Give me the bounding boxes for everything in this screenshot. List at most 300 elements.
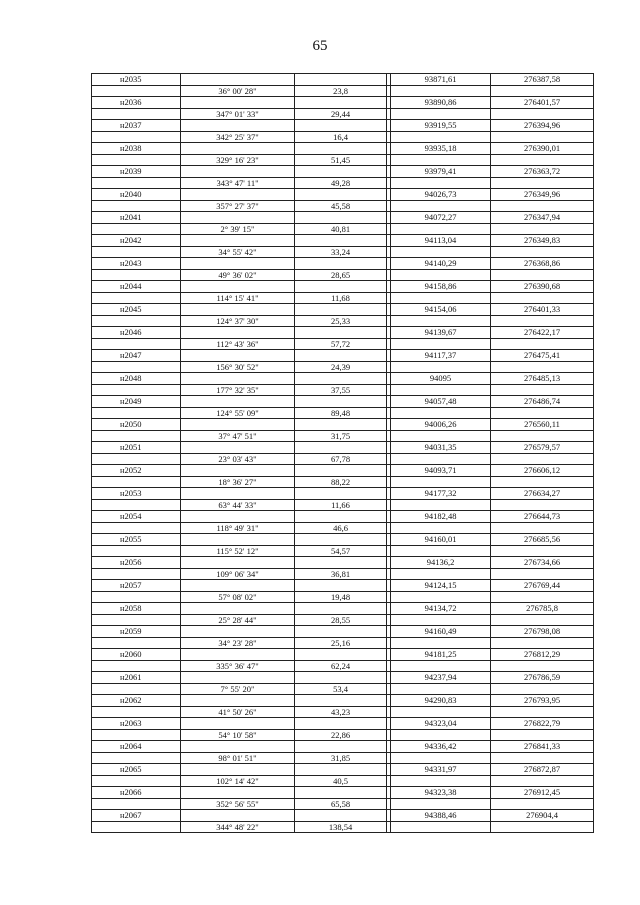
empty-cell	[181, 189, 295, 201]
point-x: 94182,48	[391, 511, 491, 523]
point-y: 276347,94	[491, 212, 594, 224]
segment-angle: 102° 14' 42"	[181, 775, 295, 787]
empty-cell	[391, 85, 491, 97]
segment-angle: 37° 47' 51"	[181, 430, 295, 442]
empty-cell	[491, 683, 594, 695]
empty-cell	[391, 200, 491, 212]
point-y: 276579,57	[491, 442, 594, 454]
empty-cell	[391, 430, 491, 442]
segment-length: 36,81	[295, 568, 387, 580]
segment-row	[92, 453, 594, 465]
point-row	[92, 511, 594, 523]
point-name: н2042	[92, 235, 181, 247]
point-row	[92, 143, 594, 155]
segment-angle: 2° 39' 15"	[181, 223, 295, 235]
segment-angle: 57° 08' 02"	[181, 591, 295, 603]
empty-cell	[391, 821, 491, 833]
segment-length: 25,33	[295, 315, 387, 327]
point-row	[92, 212, 594, 224]
segment-row	[92, 729, 594, 741]
point-x: 94117,37	[391, 350, 491, 362]
empty-cell	[491, 522, 594, 534]
segment-row	[92, 614, 594, 626]
empty-cell	[92, 246, 181, 258]
empty-cell	[491, 752, 594, 764]
empty-cell	[181, 281, 295, 293]
segment-angle: 36° 00' 28"	[181, 85, 295, 97]
segment-row	[92, 292, 594, 304]
empty-cell	[295, 143, 387, 155]
empty-cell	[295, 764, 387, 776]
point-y: 276822,79	[491, 718, 594, 730]
point-y: 276872,87	[491, 764, 594, 776]
point-row	[92, 695, 594, 707]
empty-cell	[92, 269, 181, 281]
empty-cell	[295, 97, 387, 109]
empty-cell	[391, 315, 491, 327]
point-x: 94095	[391, 373, 491, 385]
point-x: 94181,25	[391, 649, 491, 661]
empty-cell	[295, 419, 387, 431]
empty-cell	[181, 373, 295, 385]
empty-cell	[491, 568, 594, 580]
empty-cell	[181, 511, 295, 523]
empty-cell	[391, 752, 491, 764]
segment-length: 40,5	[295, 775, 387, 787]
segment-length: 62,24	[295, 660, 387, 672]
point-row	[92, 373, 594, 385]
segment-length: 23,8	[295, 85, 387, 97]
segment-angle: 156° 30' 52"	[181, 361, 295, 373]
empty-cell	[491, 361, 594, 373]
empty-cell	[391, 729, 491, 741]
segment-row	[92, 775, 594, 787]
empty-cell	[491, 591, 594, 603]
point-row	[92, 626, 594, 638]
empty-cell	[92, 361, 181, 373]
empty-cell	[491, 545, 594, 557]
empty-cell	[491, 200, 594, 212]
segment-length: 33,24	[295, 246, 387, 258]
empty-cell	[92, 522, 181, 534]
point-name: н2052	[92, 465, 181, 477]
point-row	[92, 557, 594, 569]
point-x: 94134,72	[391, 603, 491, 615]
empty-cell	[391, 384, 491, 396]
empty-cell	[295, 189, 387, 201]
empty-cell	[181, 235, 295, 247]
segment-length: 67,78	[295, 453, 387, 465]
point-row	[92, 603, 594, 615]
segment-angle: 118° 49' 31"	[181, 522, 295, 534]
point-name: н2041	[92, 212, 181, 224]
point-y: 276606,12	[491, 465, 594, 477]
point-y: 276485,13	[491, 373, 594, 385]
point-row	[92, 741, 594, 753]
empty-cell	[295, 120, 387, 132]
point-y: 276798,08	[491, 626, 594, 638]
point-x: 94290,83	[391, 695, 491, 707]
segment-angle: 124° 55' 09"	[181, 407, 295, 419]
segment-row	[92, 430, 594, 442]
segment-row	[92, 752, 594, 764]
segment-length: 51,45	[295, 154, 387, 166]
empty-cell	[491, 430, 594, 442]
empty-cell	[491, 292, 594, 304]
empty-cell	[295, 488, 387, 500]
empty-cell	[391, 338, 491, 350]
point-row	[92, 304, 594, 316]
empty-cell	[491, 154, 594, 166]
segment-angle: 177° 32' 35"	[181, 384, 295, 396]
empty-cell	[92, 177, 181, 189]
segment-row	[92, 200, 594, 212]
empty-cell	[295, 511, 387, 523]
segment-row	[92, 821, 594, 833]
empty-cell	[391, 775, 491, 787]
empty-cell	[295, 626, 387, 638]
empty-cell	[92, 292, 181, 304]
segment-angle: 335° 36' 47"	[181, 660, 295, 672]
point-name: н2061	[92, 672, 181, 684]
empty-cell	[92, 637, 181, 649]
point-row	[92, 235, 594, 247]
empty-cell	[181, 327, 295, 339]
point-row	[92, 189, 594, 201]
empty-cell	[92, 384, 181, 396]
empty-cell	[491, 384, 594, 396]
empty-cell	[92, 614, 181, 626]
segment-row	[92, 361, 594, 373]
segment-row	[92, 522, 594, 534]
point-x: 94160,01	[391, 534, 491, 546]
segment-angle: 114° 15' 41"	[181, 292, 295, 304]
point-x: 94331,97	[391, 764, 491, 776]
point-y: 276401,57	[491, 97, 594, 109]
segment-length: 46,6	[295, 522, 387, 534]
segment-length: 43,23	[295, 706, 387, 718]
segment-row	[92, 338, 594, 350]
segment-row	[92, 568, 594, 580]
point-row	[92, 327, 594, 339]
point-y: 276812,29	[491, 649, 594, 661]
point-name: н2038	[92, 143, 181, 155]
empty-cell	[295, 534, 387, 546]
segment-length: 19,48	[295, 591, 387, 603]
empty-cell	[491, 177, 594, 189]
segment-angle: 342° 25' 37"	[181, 131, 295, 143]
point-name: н2058	[92, 603, 181, 615]
empty-cell	[295, 465, 387, 477]
empty-cell	[92, 430, 181, 442]
empty-cell	[491, 223, 594, 235]
empty-cell	[391, 568, 491, 580]
segment-row	[92, 683, 594, 695]
segment-length: 138,54	[295, 821, 387, 833]
segment-length: 16,4	[295, 131, 387, 143]
point-x: 94072,27	[391, 212, 491, 224]
point-x: 94388,46	[391, 810, 491, 822]
point-y: 276368,86	[491, 258, 594, 270]
point-name: н2040	[92, 189, 181, 201]
empty-cell	[92, 499, 181, 511]
segment-length: 24,39	[295, 361, 387, 373]
segment-length: 45,58	[295, 200, 387, 212]
segment-angle: 18° 36' 27"	[181, 476, 295, 488]
point-x: 94323,38	[391, 787, 491, 799]
point-y: 276387,58	[491, 74, 594, 86]
point-row	[92, 258, 594, 270]
empty-cell	[491, 453, 594, 465]
segment-length: 37,55	[295, 384, 387, 396]
empty-cell	[181, 258, 295, 270]
point-x: 94158,86	[391, 281, 491, 293]
point-x: 94124,15	[391, 580, 491, 592]
segment-row	[92, 545, 594, 557]
empty-cell	[295, 304, 387, 316]
segment-length: 29,44	[295, 108, 387, 120]
point-x: 93919,55	[391, 120, 491, 132]
empty-cell	[181, 465, 295, 477]
empty-cell	[295, 235, 387, 247]
empty-cell	[391, 499, 491, 511]
empty-cell	[391, 453, 491, 465]
empty-cell	[92, 108, 181, 120]
empty-cell	[181, 74, 295, 86]
point-row	[92, 488, 594, 500]
segment-angle: 7° 55' 20"	[181, 683, 295, 695]
point-name: н2037	[92, 120, 181, 132]
segment-length: 65,58	[295, 798, 387, 810]
empty-cell	[295, 603, 387, 615]
segment-angle: 357° 27' 37"	[181, 200, 295, 212]
segment-row	[92, 246, 594, 258]
segment-angle: 115° 52' 12"	[181, 545, 295, 557]
empty-cell	[491, 246, 594, 258]
empty-cell	[92, 568, 181, 580]
segment-angle: 41° 50' 26"	[181, 706, 295, 718]
empty-cell	[491, 499, 594, 511]
point-y: 276685,56	[491, 534, 594, 546]
empty-cell	[181, 764, 295, 776]
empty-cell	[295, 350, 387, 362]
empty-cell	[391, 476, 491, 488]
empty-cell	[181, 603, 295, 615]
segment-row	[92, 591, 594, 603]
point-name: н2050	[92, 419, 181, 431]
segment-angle: 109° 06' 34"	[181, 568, 295, 580]
point-name: н2048	[92, 373, 181, 385]
point-row	[92, 787, 594, 799]
empty-cell	[391, 637, 491, 649]
point-name: н2054	[92, 511, 181, 523]
point-name: н2047	[92, 350, 181, 362]
segment-length: 89,48	[295, 407, 387, 419]
empty-cell	[295, 258, 387, 270]
empty-cell	[491, 706, 594, 718]
empty-cell	[295, 166, 387, 178]
segment-length: 28,65	[295, 269, 387, 281]
point-y: 276390,68	[491, 281, 594, 293]
segment-length: 57,72	[295, 338, 387, 350]
empty-cell	[391, 361, 491, 373]
point-row	[92, 718, 594, 730]
empty-cell	[391, 522, 491, 534]
point-y: 276785,8	[491, 603, 594, 615]
point-x: 94139,67	[391, 327, 491, 339]
segment-angle: 98° 01' 51"	[181, 752, 295, 764]
empty-cell	[92, 407, 181, 419]
segment-row	[92, 798, 594, 810]
point-row	[92, 442, 594, 454]
empty-cell	[181, 741, 295, 753]
page-number: 65	[312, 38, 328, 54]
point-y: 276560,11	[491, 419, 594, 431]
empty-cell	[181, 166, 295, 178]
point-y: 276912,45	[491, 787, 594, 799]
point-name: н2067	[92, 810, 181, 822]
point-y: 276349,96	[491, 189, 594, 201]
empty-cell	[92, 591, 181, 603]
segment-length: 49,28	[295, 177, 387, 189]
point-y: 276401,33	[491, 304, 594, 316]
coordinates-table-container	[91, 73, 593, 833]
point-row	[92, 764, 594, 776]
segment-row	[92, 499, 594, 511]
segment-row	[92, 706, 594, 718]
point-y: 276769,44	[491, 580, 594, 592]
point-x: 94237,94	[391, 672, 491, 684]
segment-angle: 329° 16' 23"	[181, 154, 295, 166]
empty-cell	[491, 660, 594, 672]
empty-cell	[391, 614, 491, 626]
segment-row	[92, 223, 594, 235]
point-row	[92, 97, 594, 109]
empty-cell	[391, 246, 491, 258]
point-row	[92, 281, 594, 293]
segment-length: 31,75	[295, 430, 387, 442]
empty-cell	[491, 131, 594, 143]
point-x: 93935,18	[391, 143, 491, 155]
segment-angle: 63° 44' 33"	[181, 499, 295, 511]
empty-cell	[491, 637, 594, 649]
empty-cell	[92, 131, 181, 143]
point-y: 276734,66	[491, 557, 594, 569]
empty-cell	[391, 591, 491, 603]
empty-cell	[295, 718, 387, 730]
empty-cell	[92, 85, 181, 97]
empty-cell	[295, 695, 387, 707]
coordinates-table-body	[92, 74, 594, 833]
empty-cell	[295, 373, 387, 385]
point-y: 276363,72	[491, 166, 594, 178]
point-row	[92, 465, 594, 477]
segment-length: 11,66	[295, 499, 387, 511]
empty-cell	[391, 131, 491, 143]
point-x: 94113,04	[391, 235, 491, 247]
point-x: 93890,86	[391, 97, 491, 109]
point-y: 276422,17	[491, 327, 594, 339]
segment-angle: 124° 37' 30"	[181, 315, 295, 327]
segment-row	[92, 384, 594, 396]
empty-cell	[295, 327, 387, 339]
empty-cell	[391, 154, 491, 166]
empty-cell	[181, 626, 295, 638]
empty-cell	[391, 407, 491, 419]
point-row	[92, 580, 594, 592]
segment-angle: 343° 47' 11"	[181, 177, 295, 189]
segment-length: 88,22	[295, 476, 387, 488]
empty-cell	[391, 798, 491, 810]
empty-cell	[391, 683, 491, 695]
point-x: 94093,71	[391, 465, 491, 477]
point-row	[92, 120, 594, 132]
point-x: 94177,32	[391, 488, 491, 500]
segment-row	[92, 269, 594, 281]
point-x: 94031,35	[391, 442, 491, 454]
segment-angle: 54° 10' 58"	[181, 729, 295, 741]
segment-length: 25,16	[295, 637, 387, 649]
point-name: н2039	[92, 166, 181, 178]
point-row	[92, 649, 594, 661]
point-x: 94323,04	[391, 718, 491, 730]
empty-cell	[181, 212, 295, 224]
coordinates-table	[91, 73, 594, 833]
empty-cell	[92, 453, 181, 465]
empty-cell	[181, 396, 295, 408]
empty-cell	[181, 810, 295, 822]
segment-row	[92, 154, 594, 166]
empty-cell	[181, 695, 295, 707]
empty-cell	[295, 580, 387, 592]
point-y: 276349,83	[491, 235, 594, 247]
segment-angle: 34° 55' 42"	[181, 246, 295, 258]
empty-cell	[391, 292, 491, 304]
empty-cell	[491, 338, 594, 350]
point-name: н2063	[92, 718, 181, 730]
empty-cell	[391, 545, 491, 557]
empty-cell	[181, 488, 295, 500]
empty-cell	[92, 729, 181, 741]
empty-cell	[391, 269, 491, 281]
point-row	[92, 810, 594, 822]
segment-angle: 34° 23' 28"	[181, 637, 295, 649]
point-row	[92, 534, 594, 546]
point-name: н2064	[92, 741, 181, 753]
empty-cell	[295, 810, 387, 822]
segment-angle: 49° 36' 02"	[181, 269, 295, 281]
empty-cell	[92, 752, 181, 764]
point-name: н2045	[92, 304, 181, 316]
point-x: 94160,49	[391, 626, 491, 638]
empty-cell	[181, 787, 295, 799]
empty-cell	[491, 798, 594, 810]
empty-cell	[92, 798, 181, 810]
empty-cell	[491, 476, 594, 488]
point-row	[92, 396, 594, 408]
point-y: 276786,59	[491, 672, 594, 684]
empty-cell	[92, 315, 181, 327]
empty-cell	[295, 649, 387, 661]
point-x: 94057,48	[391, 396, 491, 408]
point-y: 276793,95	[491, 695, 594, 707]
empty-cell	[491, 108, 594, 120]
empty-cell	[295, 787, 387, 799]
empty-cell	[181, 580, 295, 592]
segment-row	[92, 177, 594, 189]
segment-row	[92, 315, 594, 327]
segment-row	[92, 108, 594, 120]
